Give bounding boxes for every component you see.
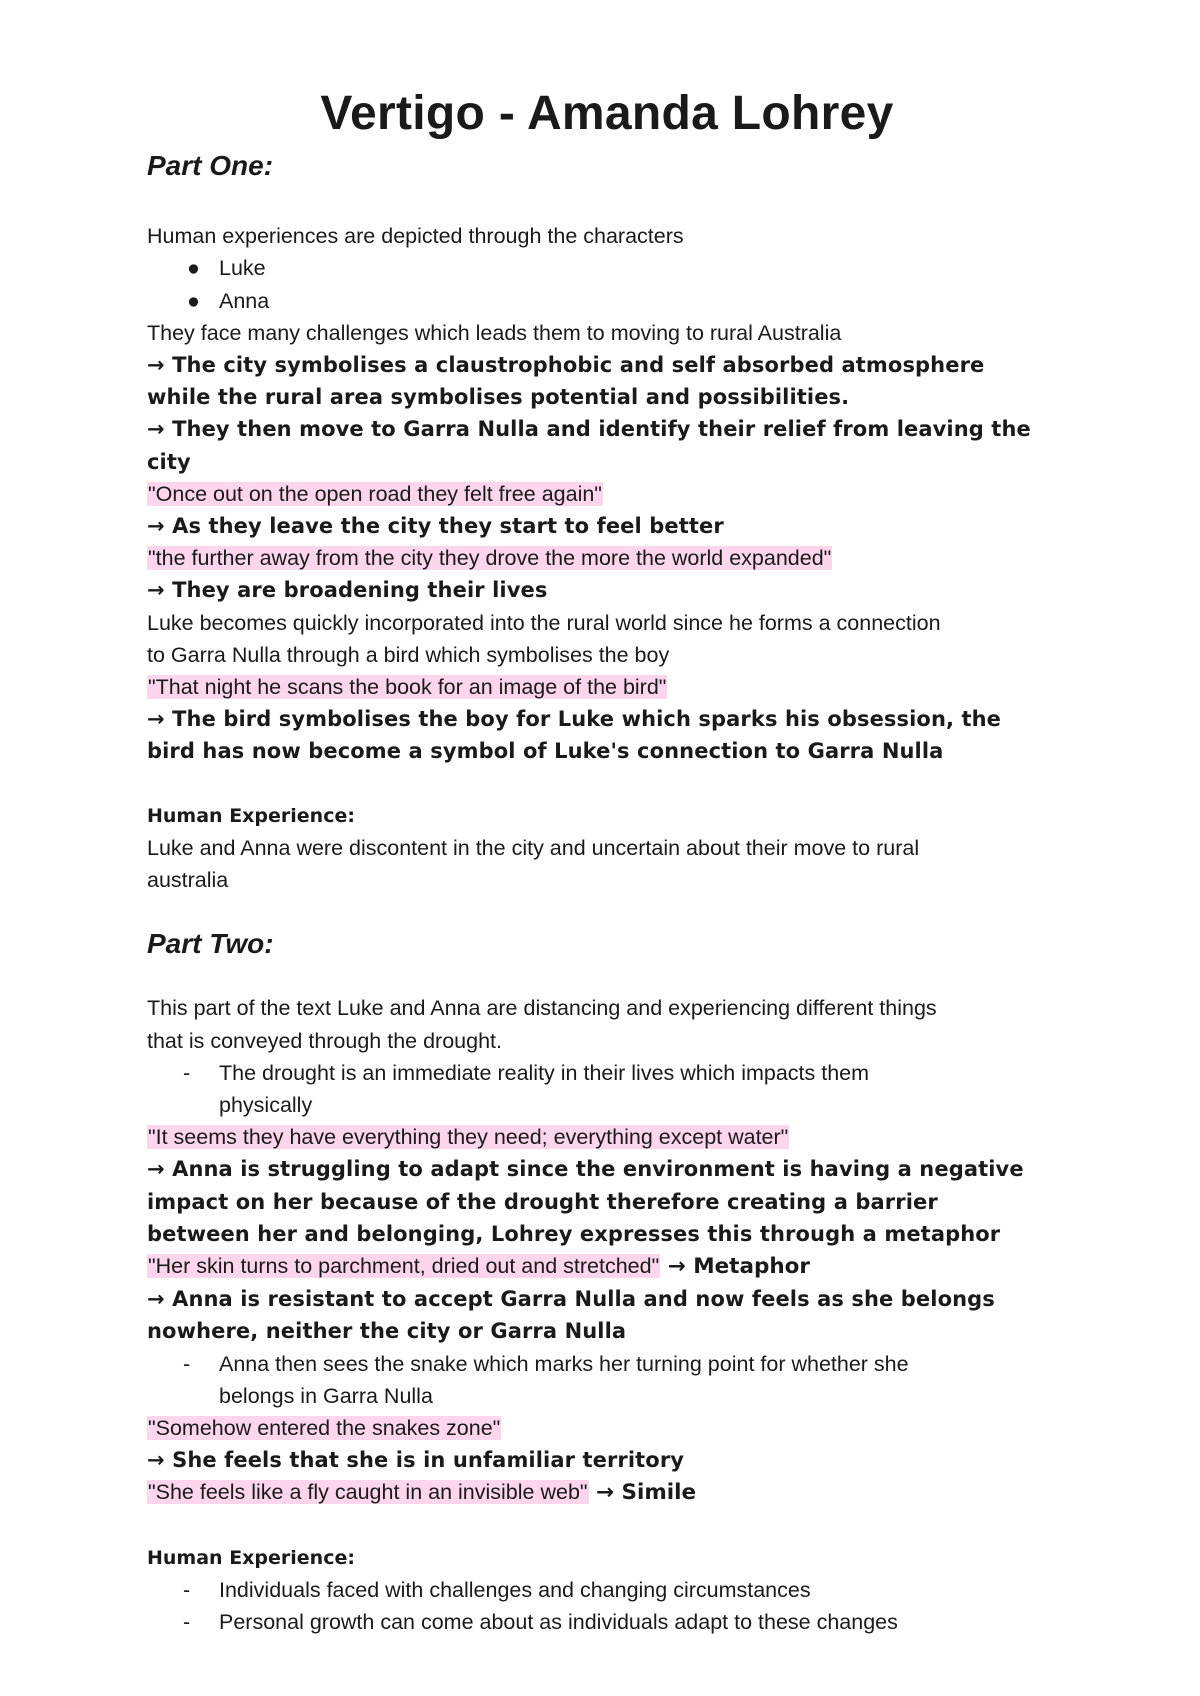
technique-tag: → Metaphor bbox=[660, 1254, 811, 1280]
dash-item: - Personal growth can come about as individuals adapt to these changes bbox=[147, 1606, 1067, 1638]
dash-icon: - bbox=[183, 1610, 191, 1635]
analysis-point: impact on her because of the drought therefore creating a barrier bbox=[147, 1189, 938, 1214]
analysis-point: → The city symbolises a claustrophobic and self absorbed atmosphere bbox=[147, 353, 985, 377]
part-two-heading: Part Two: bbox=[147, 928, 274, 960]
dash-item: - The drought is an immediate reality in their lives which impacts them bbox=[147, 1057, 1067, 1089]
analysis-point: → The bird symbolises the boy for Luke which sparks his obsession, the bbox=[147, 707, 1002, 732]
dash-item: - Anna then sees the snake which marks her turning point for whether she bbox=[147, 1348, 1067, 1380]
body-text: to Garra Nulla through a bird which symbolises the boy bbox=[147, 642, 670, 667]
spacer bbox=[147, 1510, 1067, 1542]
dash-icon: - bbox=[183, 1060, 191, 1085]
highlighted-quote: "She feels like a fly caught in an invisible web" bbox=[148, 1480, 588, 1505]
analysis-point: → Anna is struggling to adapt since the environment is having a negative bbox=[147, 1157, 1024, 1182]
part-one-challenge: They face many challenges which leads them to moving to rural Australia bbox=[147, 320, 842, 345]
spacer bbox=[147, 966, 1067, 992]
analysis-point: bird has now become a symbol of Luke's connection to Garra Nulla bbox=[147, 739, 944, 764]
document-title: Vertigo - Amanda Lohrey bbox=[320, 87, 894, 140]
spacer bbox=[147, 896, 1067, 922]
technique-tag: → Simile bbox=[588, 1480, 697, 1506]
body-text: Luke becomes quickly incorporated into the rural world since he forms a connection bbox=[147, 610, 941, 635]
human-experience-label: Human Experience: bbox=[147, 804, 355, 827]
highlighted-quote: "Somehow entered the snakes zone" bbox=[148, 1416, 501, 1441]
analysis-point: city bbox=[147, 449, 191, 474]
analysis-point: → Anna is resistant to accept Garra Nulla and now feels as she belongs bbox=[147, 1287, 995, 1312]
body-text: This part of the text Luke and Anna are distancing and experiencing different things bbox=[147, 996, 937, 1021]
dash-icon: - bbox=[183, 1578, 191, 1603]
analysis-point: → They then move to Garra Nulla and identify their relief from leaving the bbox=[147, 417, 1031, 442]
quote bbox=[147, 1250, 1067, 1283]
body-text: that is conveyed through the drought. bbox=[147, 1028, 502, 1053]
quote bbox=[147, 671, 1067, 703]
dash-item-continued: physically bbox=[219, 1093, 313, 1118]
spacer bbox=[147, 188, 1067, 220]
quote bbox=[147, 1121, 1067, 1153]
quote bbox=[147, 478, 1067, 510]
part-one-intro: Human experiences are depicted through the characters bbox=[147, 224, 684, 249]
dash-icon: - bbox=[183, 1351, 191, 1376]
bullet-item: ● Anna bbox=[147, 285, 1067, 317]
bullet-icon: ● bbox=[187, 256, 200, 281]
part-one-heading: Part One: bbox=[147, 150, 274, 181]
dash-item-continued: belongs in Garra Nulla bbox=[219, 1383, 433, 1408]
body-text: australia bbox=[147, 868, 229, 893]
highlighted-quote: "the further away from the city they drove the more the world expanded" bbox=[148, 546, 832, 571]
body-text: Luke and Anna were discontent in the city and uncertain about their move to rural bbox=[147, 836, 920, 861]
bullet-item: ● Luke bbox=[147, 252, 1067, 284]
document-page bbox=[147, 80, 1067, 1638]
analysis-point: nowhere, neither the city or Garra Nulla bbox=[147, 1319, 627, 1344]
dash-item: - Individuals faced with challenges and changing circumstances bbox=[147, 1574, 1067, 1606]
analysis-point: → They are broadening their lives bbox=[147, 578, 548, 603]
quote bbox=[147, 1412, 1067, 1444]
analysis-point: → As they leave the city they start to feel better bbox=[147, 514, 724, 539]
highlighted-quote: "That night he scans the book for an image of the bird" bbox=[148, 675, 667, 700]
quote bbox=[147, 1476, 1067, 1509]
highlighted-quote: "Once out on the open road they felt free again" bbox=[148, 481, 602, 506]
quote bbox=[147, 542, 1067, 574]
bullet-icon: ● bbox=[187, 288, 200, 313]
highlighted-quote: "Her skin turns to parchment, dried out and stretched" bbox=[148, 1254, 660, 1279]
analysis-point: while the rural area symbolises potential and possibilities. bbox=[147, 385, 850, 410]
human-experience-label: Human Experience: bbox=[147, 1546, 355, 1569]
analysis-point: → She feels that she is in unfamiliar territory bbox=[147, 1448, 685, 1473]
highlighted-quote: "It seems they have everything they need; everything except water" bbox=[148, 1125, 789, 1150]
spacer bbox=[147, 768, 1067, 800]
analysis-point: between her and belonging, Lohrey expresses this through a metaphor bbox=[147, 1221, 1001, 1246]
